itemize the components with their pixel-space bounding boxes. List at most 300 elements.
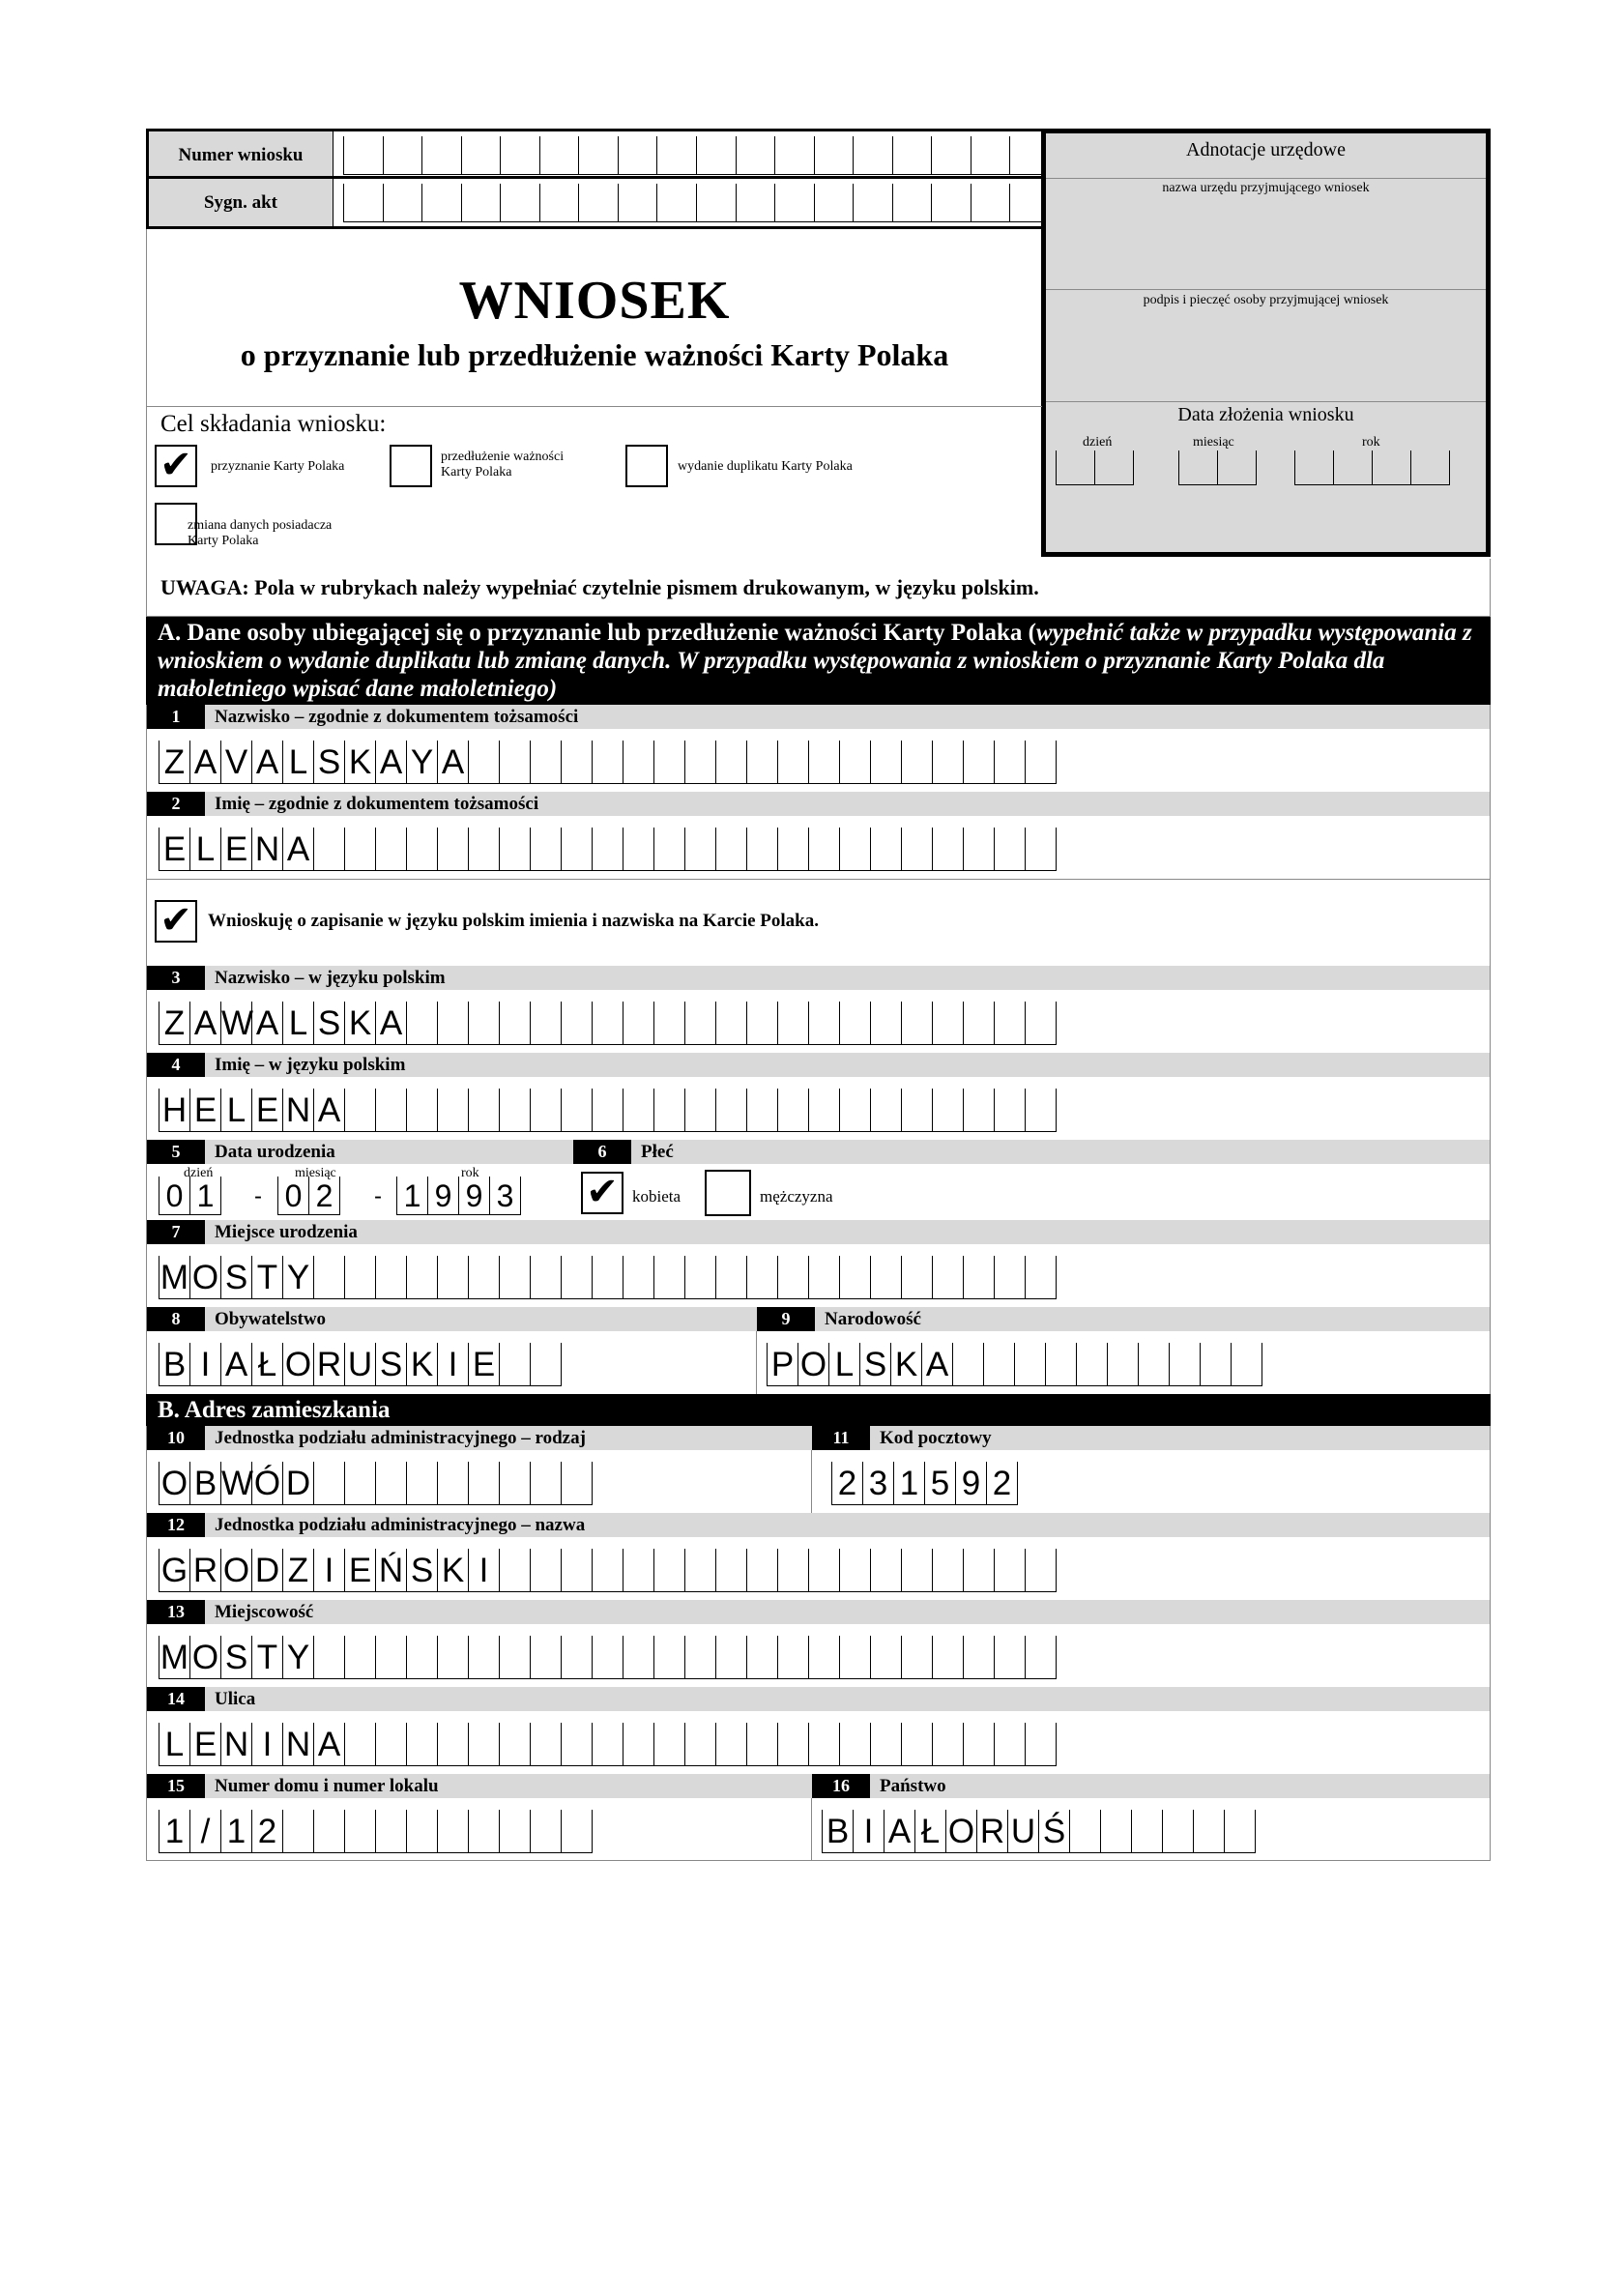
char-cell [499,1089,530,1132]
checkbox-przyznanie[interactable] [155,445,197,487]
char-cell: S [220,1636,251,1679]
char-cell [561,1002,592,1045]
char-cell: 9 [955,1462,986,1505]
panstwo-field[interactable] [822,1810,1256,1853]
char-cell [437,1256,468,1299]
char-cell: E [468,1343,499,1386]
field-2-number: 2 [147,792,205,816]
cel-skladania-section [146,406,1042,560]
number-cell-divider [578,184,579,222]
char-cell [561,828,592,871]
char-cell [1025,1256,1057,1299]
char-cell: Z [159,741,189,784]
date-cell-divider [1294,450,1295,485]
number-cell-divider [853,136,854,175]
char-cell: 1 [189,1177,221,1215]
checkmark-icon: ✔ [586,1170,619,1214]
obywatelstwo-row [146,1331,1491,1394]
char-cell [994,1549,1025,1592]
number-cell-baseline [343,221,1049,222]
char-cell: 5 [924,1462,955,1505]
char-cell [1025,1089,1057,1132]
char-cell [561,1256,592,1299]
char-cell [1025,828,1057,871]
char-cell [1200,1343,1231,1386]
number-cell-divider [383,136,384,175]
char-cell: Ń [375,1549,406,1592]
char-cell [1169,1343,1200,1386]
char-cell: R [313,1343,344,1386]
imie-dokument-field[interactable] [159,828,1057,871]
field-12-header [146,1513,1491,1537]
field-10-11-header [146,1426,1491,1450]
char-cell: K [344,741,375,784]
number-cell-divider [421,184,422,222]
number-cell-divider [343,136,344,175]
char-cell [282,1810,313,1853]
char-cell [808,1636,839,1679]
char-cell [963,828,994,871]
sygn-akt-field[interactable] [334,179,1046,226]
char-cell [530,741,561,784]
char-cell [344,1636,375,1679]
char-cell [530,1549,561,1592]
char-cell [1138,1343,1169,1386]
nazwisko-dokument-field[interactable] [159,741,1057,784]
char-cell [623,1002,653,1045]
char-cell [592,828,623,871]
miejscowosc-field[interactable] [159,1636,1057,1679]
char-cell [808,828,839,871]
char-cell: O [159,1462,189,1505]
date-cell-divider [1133,450,1134,485]
number-cell-divider [971,136,972,175]
field-10-label: Jednostka podziału administracyjnego – rodzaj [215,1427,586,1448]
number-cell-divider [931,184,932,222]
field-1-number: 1 [147,705,205,729]
char-cell [932,1549,963,1592]
field-4-number: 4 [147,1053,205,1077]
kod-pocztowy-field[interactable] [831,1462,1018,1505]
number-cell-divider [618,184,619,222]
char-cell [623,1089,653,1132]
char-cell: G [159,1549,189,1592]
field-16-number: 16 [812,1774,870,1798]
date-cell-baseline [1294,484,1449,485]
jednostka-nazwa-field[interactable] [159,1549,1057,1592]
char-cell: U [344,1343,375,1386]
field-11-number: 11 [812,1426,870,1450]
miejsce-urodzenia-field[interactable] [159,1256,1057,1299]
char-cell [901,1256,932,1299]
char-cell [406,1810,437,1853]
mezczyzna-checkbox[interactable] [705,1170,751,1216]
char-cell [406,1089,437,1132]
section-a-title: A. Dane osoby ubiegającej się o przyznanie lub przedłużenie ważności Karty Polaka ( [158,620,1036,646]
char-cell: V [220,741,251,784]
number-cell-divider [383,184,384,222]
ulica-field[interactable] [159,1723,1057,1766]
char-cell [1025,1636,1057,1679]
field-12-number: 12 [147,1513,205,1537]
char-cell [530,1089,561,1132]
char-cell [870,1002,901,1045]
char-cell [870,1636,901,1679]
char-cell [499,1002,530,1045]
char-cell [994,1723,1025,1766]
char-cell [1025,1549,1057,1592]
char-cell: K [890,1343,921,1386]
date-cell-divider [1256,450,1257,485]
char-cell [437,1462,468,1505]
field-14-number: 14 [147,1687,205,1711]
date-cell-divider [1056,450,1057,485]
char-cell [313,1636,344,1679]
char-cell [1045,1343,1076,1386]
number-cell-divider [578,136,579,175]
char-cell [468,828,499,871]
char-cell: K [437,1549,468,1592]
char-cell [684,741,715,784]
char-cell [313,1256,344,1299]
char-cell: A [884,1810,914,1853]
char-cell [653,1256,684,1299]
char-cell [994,741,1025,784]
char-cell [530,1256,561,1299]
field-9-number: 9 [757,1307,815,1331]
field-8-label: Obywatelstwo [215,1308,327,1329]
char-cell: D [251,1549,282,1592]
char-cell: A [313,1089,344,1132]
field-15-number: 15 [147,1774,205,1798]
nazwisko-pl-field[interactable] [159,1002,1057,1045]
imie-pl-field[interactable] [159,1089,1057,1132]
dob-miesiac-label: miesiąc [295,1166,336,1180]
char-cell: L [282,741,313,784]
title-block [146,229,1042,406]
data-zlozenia-miesiac-label: miesiąc [1193,435,1234,450]
section-b-header: B. Adres zamieszkania [146,1394,1491,1426]
number-cell-divider [736,184,737,222]
dob-miesiac-field[interactable] [277,1177,340,1215]
obywatelstwo-field[interactable] [159,1343,562,1386]
char-cell [344,1723,375,1766]
char-cell [777,1256,808,1299]
dob-dash-2: - [374,1183,382,1209]
char-cell [406,1636,437,1679]
char-cell [963,1723,994,1766]
consent-checkbox[interactable] [155,900,197,943]
data-plec-row [146,1164,1491,1220]
char-cell: O [798,1343,828,1386]
numer-domu-field[interactable] [159,1810,593,1853]
char-cell [499,1343,530,1386]
char-cell: S [375,1343,406,1386]
narodowosc-field[interactable] [767,1343,1262,1386]
char-cell [344,1089,375,1132]
number-cell-divider [500,184,501,222]
char-cell [839,1723,870,1766]
option-przedluzenie-line2: Karty Polaka [441,465,512,480]
number-cell-baseline [343,174,1049,175]
char-cell [777,741,808,784]
char-cell [653,1636,684,1679]
char-cell [530,1723,561,1766]
char-cell [499,1549,530,1592]
char-cell [870,1549,901,1592]
char-cell [963,1549,994,1592]
char-cell: A [220,1343,251,1386]
char-cell [684,1256,715,1299]
uwaga-notice: UWAGA: Pola w rubrykach należy wypełniać czytelnie pismem drukowanym, w języku polskim. [146,559,1491,617]
option-przedluzenie-line1: przedłużenie ważności [441,450,565,464]
char-cell [901,1549,932,1592]
char-cell [468,1723,499,1766]
field-9-label: Narodowość [825,1308,921,1329]
date-cell-divider [1372,450,1373,485]
rodzaj-kod-row [146,1450,1491,1513]
field-13-header [146,1600,1491,1624]
char-cell [437,1723,468,1766]
miejscowosc-row [146,1624,1491,1687]
number-cell-divider [539,136,540,175]
char-cell: L [282,1002,313,1045]
char-cell: A [189,741,220,784]
char-cell: T [251,1256,282,1299]
number-cell-divider [736,136,737,175]
char-cell: Ł [914,1810,945,1853]
char-cell [932,1636,963,1679]
char-cell [994,828,1025,871]
char-cell: Z [159,1002,189,1045]
numer-wniosku-label: Numer wniosku [149,131,334,179]
char-cell [932,1723,963,1766]
char-cell [963,1089,994,1132]
field-5-6-header [146,1140,1491,1164]
char-cell: K [344,1002,375,1045]
char-cell: I [189,1343,220,1386]
char-cell: I [313,1549,344,1592]
char-cell [715,1002,746,1045]
char-cell [437,1089,468,1132]
numer-wniosku-row [146,129,1049,179]
char-cell [468,1462,499,1505]
field-16-label: Państwo [880,1775,946,1796]
char-cell [746,1089,777,1132]
podpis-label: podpis i pieczęć osoby przyjmującej wniosek [1143,293,1389,307]
char-cell: Ł [251,1343,282,1386]
char-cell: E [344,1549,375,1592]
dob-dzien-label: dzień [184,1166,214,1180]
char-cell [1131,1810,1162,1853]
jednostka-rodzaj-field[interactable] [159,1462,593,1505]
form-header [146,129,1491,559]
char-cell: M [159,1636,189,1679]
date-cell-divider [1449,450,1450,485]
char-cell [561,1549,592,1592]
field-2-label: Imię – zgodnie z dokumentem tożsamości [215,793,539,814]
field-14-label: Ulica [215,1688,256,1709]
miejsce-urodzenia-row [146,1244,1491,1307]
number-cell-divider [931,136,932,175]
char-cell [437,828,468,871]
number-cell-divider [461,136,462,175]
number-cell-divider [971,184,972,222]
char-cell [468,1256,499,1299]
data-zlozenia-rok-label: rok [1362,435,1380,450]
kobieta-checkbox[interactable] [581,1172,624,1214]
data-zlozenia-field[interactable] [1046,450,1486,489]
field-7-number: 7 [147,1220,205,1244]
char-cell [839,1636,870,1679]
kobieta-label: kobieta [632,1187,682,1206]
page-title: WNIOSEK [458,271,731,331]
char-cell: 3 [862,1462,893,1505]
char-cell [375,1636,406,1679]
char-cell [344,1256,375,1299]
char-cell: S [313,741,344,784]
char-cell [1076,1343,1107,1386]
nazwisko-pl-row [146,990,1491,1053]
char-cell [1162,1810,1193,1853]
char-cell: 3 [489,1177,521,1215]
char-cell [715,828,746,871]
number-cell-divider [656,184,657,222]
char-cell [963,1636,994,1679]
number-cell-divider [1009,184,1010,222]
checkbox-przedluzenie[interactable] [390,445,432,487]
char-cell [375,1256,406,1299]
option-zmiana-line2: Karty Polaka [188,534,259,548]
field-3-header [146,966,1491,990]
field-13-label: Miejscowość [215,1601,314,1622]
number-cell-divider [814,136,815,175]
podpis-field[interactable] [1046,290,1486,402]
field-15-16-header [146,1774,1491,1798]
char-cell: 1 [159,1810,189,1853]
option-przedluzenie-label [441,450,564,480]
number-cell-divider [696,136,697,175]
dob-rok-field[interactable] [396,1177,521,1215]
char-cell [653,1002,684,1045]
field-1-header [146,705,1491,729]
number-cell-divider [696,184,697,222]
field-6-label: Płeć [641,1141,674,1162]
char-cell: Y [406,741,437,784]
char-cell: N [251,828,282,871]
char-cell [561,1810,593,1853]
char-cell: Y [282,1256,313,1299]
char-cell [530,1462,561,1505]
char-cell [746,1256,777,1299]
char-cell [313,1462,344,1505]
char-cell: T [251,1636,282,1679]
char-cell [530,1343,562,1386]
field-6-number: 6 [573,1140,631,1164]
char-cell [901,1723,932,1766]
char-cell [499,1723,530,1766]
char-cell [468,1089,499,1132]
char-cell: O [189,1636,220,1679]
number-cell-divider [656,136,657,175]
data-zlozenia-section [1046,402,1486,552]
checkbox-duplikat[interactable] [625,445,668,487]
char-cell [839,1002,870,1045]
char-cell [406,1723,437,1766]
char-cell: 2 [986,1462,1018,1505]
number-cell-divider [500,136,501,175]
char-cell: S [406,1549,437,1592]
dob-dzien-field[interactable] [159,1177,221,1215]
char-cell: S [859,1343,890,1386]
date-cell-divider [1094,450,1095,485]
char-cell: / [189,1810,220,1853]
date-cell-baseline [1178,484,1256,485]
char-cell [653,1549,684,1592]
char-cell [777,1549,808,1592]
char-cell: 1 [893,1462,924,1505]
numer-wniosku-field[interactable] [334,131,1046,179]
checkmark-icon: ✔ [160,898,192,943]
char-cell [592,741,623,784]
char-cell [561,1636,592,1679]
char-cell [870,741,901,784]
urzad-field[interactable] [1046,178,1486,290]
char-cell [994,1636,1025,1679]
char-cell [715,1723,746,1766]
char-cell [592,1256,623,1299]
char-cell [1025,1002,1057,1045]
char-cell [499,1256,530,1299]
char-cell [592,1723,623,1766]
field-10-number: 10 [147,1426,205,1450]
date-cell-divider [1410,450,1411,485]
char-cell [623,1636,653,1679]
char-cell [808,1549,839,1592]
field-14-header [146,1687,1491,1711]
char-cell: N [282,1723,313,1766]
char-cell [777,1636,808,1679]
char-cell [870,1723,901,1766]
char-cell [375,828,406,871]
char-cell [808,1002,839,1045]
char-cell: I [251,1723,282,1766]
char-cell [561,741,592,784]
char-cell [994,1256,1025,1299]
char-cell [623,1723,653,1766]
char-cell [715,1256,746,1299]
char-cell [1224,1810,1256,1853]
char-cell [1025,1723,1057,1766]
char-cell [777,828,808,871]
char-cell [499,828,530,871]
option-duplikat-label: wydanie duplikatu Karty Polaka [678,459,853,474]
char-cell [932,1256,963,1299]
char-cell [437,1636,468,1679]
field-13-number: 13 [147,1600,205,1624]
char-cell [746,1723,777,1766]
char-cell [344,1810,375,1853]
field-7-label: Miejsce urodzenia [215,1221,358,1242]
char-cell: 1 [220,1810,251,1853]
number-cell-divider [814,184,815,222]
char-cell [963,1002,994,1045]
char-cell [932,828,963,871]
field-7-header [146,1220,1491,1244]
char-cell: B [189,1462,220,1505]
char-cell: 0 [159,1177,189,1215]
char-cell [375,1462,406,1505]
